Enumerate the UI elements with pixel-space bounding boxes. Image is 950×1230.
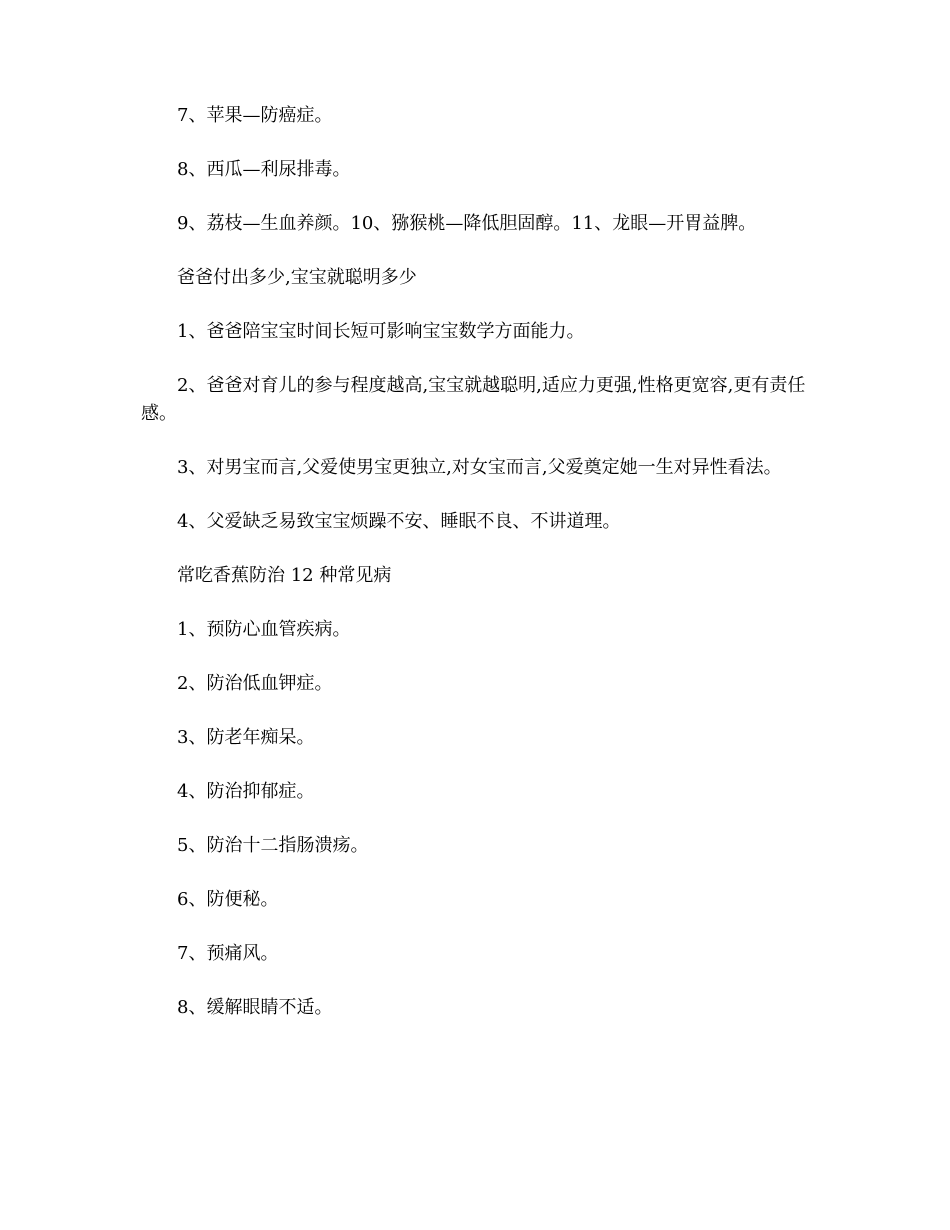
- list-item-apple: 7、苹果—防癌症。: [177, 105, 333, 126]
- list-item-banana-3: 3、防老年痴呆。: [177, 727, 315, 748]
- section-heading-banana: 常吃香蕉防治 12 种常见病: [177, 565, 392, 586]
- document-body: [141, 102, 809, 1048]
- list-item-banana-6: 6、防便秘。: [177, 889, 279, 910]
- list-item-lychee-kiwi-longan: 9、荔枝—生血养颜。10、猕猴桃—降低胆固醇。11、龙眼—开胃益脾。: [177, 213, 757, 234]
- list-item-banana-7: 7、预痛风。: [177, 943, 279, 964]
- list-item-banana-5: 5、防治十二指肠溃疡。: [177, 835, 369, 856]
- list-item-father-2: 2、爸爸对育儿的参与程度越高,宝宝就越聪明,适应力更强,性格更宽容,更有责任感。: [141, 375, 806, 424]
- section-heading-father: 爸爸付出多少,宝宝就聪明多少: [177, 267, 417, 288]
- list-item-watermelon: 8、西瓜—利尿排毒。: [177, 159, 351, 180]
- list-item-banana-1: 1、预防心血管疾病。: [177, 619, 351, 640]
- list-item-banana-4: 4、防治抑郁症。: [177, 781, 315, 802]
- list-item-banana-2: 2、防治低血钾症。: [177, 673, 333, 694]
- list-item-banana-8: 8、缓解眼睛不适。: [177, 997, 333, 1018]
- list-item-father-3: 3、对男宝而言,父爱使男宝更独立,对女宝而言,父爱奠定她一生对异性看法。: [177, 457, 782, 478]
- list-item-father-4: 4、父爱缺乏易致宝宝烦躁不安、睡眠不良、不讲道理。: [177, 511, 621, 532]
- list-item-father-1: 1、爸爸陪宝宝时间长短可影响宝宝数学方面能力。: [177, 321, 585, 342]
